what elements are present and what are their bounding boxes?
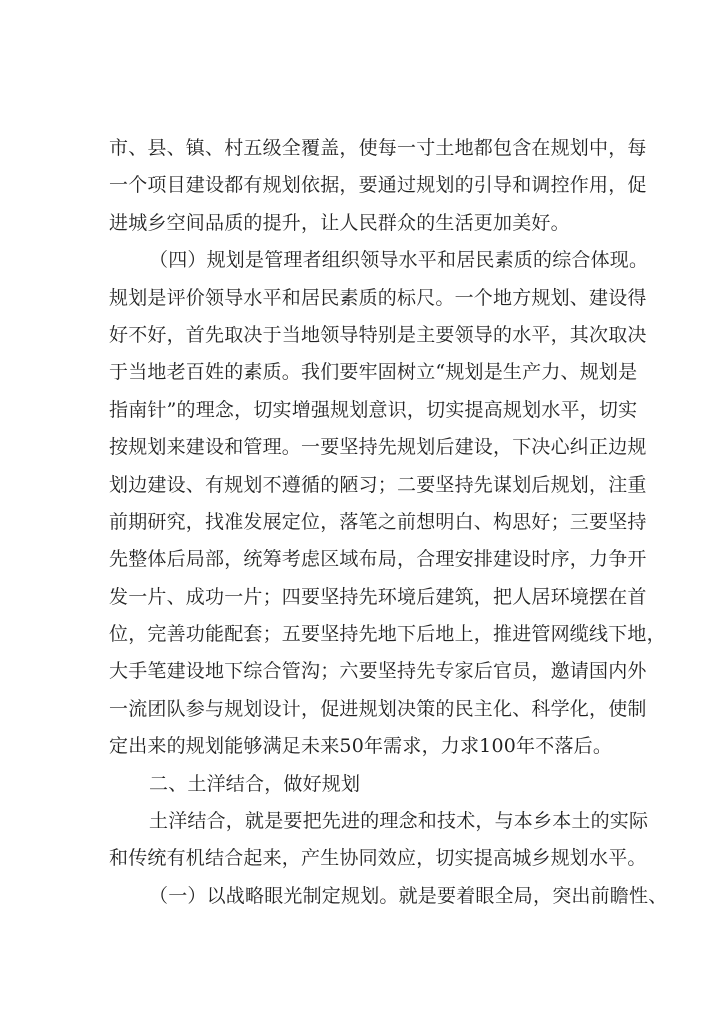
text-line: 一流团队参与规划设计，促进规划决策的民主化、科学化，使制 (109, 697, 647, 720)
text-line: （一）以战略眼光制定规划。就是要着眼全局，突出前瞻性、 (149, 884, 668, 907)
text-line: 进城乡空间品质的提升，让人民群众的生活更加美好。 (109, 211, 570, 234)
text-line: 位，完善功能配套；五要坚持先地下后地上，推进管网缆线下地， (109, 623, 666, 646)
text-line: 指南针”的理念，切实增强规划意识，切实提高规划水平，切实 (109, 398, 638, 421)
text-line: 定出来的规划能够满足未来50年需求，力求100年不落后。 (109, 735, 613, 758)
text-line: 好不好，首先取决于当地领导特别是主要领导的水平，其次取决 (109, 323, 647, 346)
text-line: （四）规划是管理者组织领导水平和居民素质的综合体现。 (149, 249, 649, 272)
section-heading: 二、土洋结合，做好规划 (149, 772, 361, 795)
text-line: 规划是评价领导水平和居民素质的标尺。一个地方规划、建设得 (109, 286, 647, 309)
text-line: 市、县、镇、村五级全覆盖，使每一寸土地都包含在规划中，每 (109, 137, 647, 159)
text-line: 划边建设、有规划不遵循的陋习；二要坚持先谋划后规划，注重 (109, 473, 647, 496)
text-line: 大手笔建设地下综合管沟；六要坚持先专家后官员，邀请国内外 (109, 660, 647, 683)
text-line: 发一片、成功一片；四要坚持先环境后建筑，把人居环境摆在首 (109, 585, 647, 608)
text-line: 按规划来建设和管理。一要坚持先规划后建设，下决心纠正边规 (109, 436, 647, 459)
document-page (109, 130, 668, 915)
text-line: 和传统有机结合起来，产生协同效应，切实提高城乡规划水平。 (109, 847, 647, 870)
text-line: 一个项目建设都有规划依据，要通过规划的引导和调控作用，促 (109, 174, 647, 197)
text-line: 前期研究，找准发展定位，落笔之前想明白、构思好；三要坚持 (109, 510, 647, 533)
text-line: 于当地老百姓的素质。我们要牢固树立“规划是生产力、规划是 (109, 361, 638, 384)
text-line: 土洋结合，就是要把先进的理念和技术，与本乡本土的实际 (149, 810, 649, 833)
text-line: 先整体后局部，统筹考虑区域布局，合理安排建设时序，力争开 (109, 548, 647, 571)
